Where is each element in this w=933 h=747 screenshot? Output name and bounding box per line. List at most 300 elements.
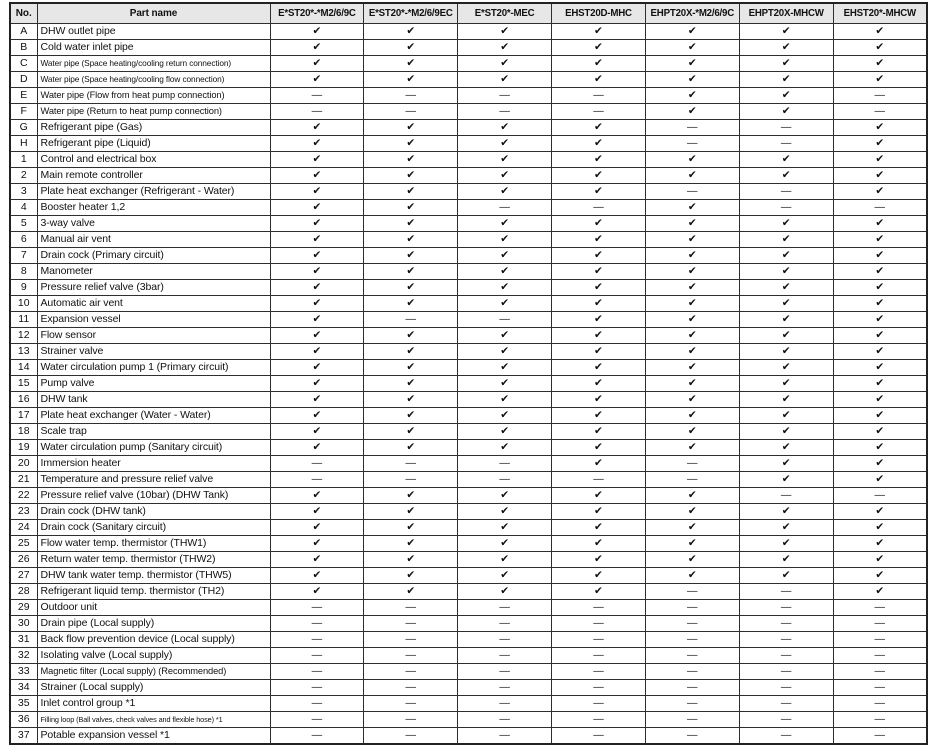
dash-mark: —	[833, 616, 927, 632]
table-row	[10, 568, 927, 584]
col-header-model: E*ST20*-*M2/6/9EC	[364, 3, 458, 24]
row-number: 6	[10, 232, 37, 248]
check-mark: ✔	[645, 520, 739, 536]
check-mark: ✔	[270, 360, 364, 376]
dash-mark: —	[645, 456, 739, 472]
check-mark: ✔	[739, 344, 833, 360]
dash-mark: —	[364, 696, 458, 712]
check-mark: ✔	[552, 152, 646, 168]
check-mark: ✔	[458, 392, 552, 408]
check-mark: ✔	[458, 424, 552, 440]
check-mark: ✔	[552, 328, 646, 344]
check-mark: ✔	[552, 584, 646, 600]
check-mark: ✔	[739, 152, 833, 168]
dash-mark: —	[458, 472, 552, 488]
check-mark: ✔	[645, 440, 739, 456]
check-mark: ✔	[270, 56, 364, 72]
part-name: Water pipe (Space heating/cooling return connection)	[37, 56, 270, 72]
check-mark: ✔	[833, 408, 927, 424]
dash-mark: —	[270, 616, 364, 632]
dash-mark: —	[458, 632, 552, 648]
row-number: 17	[10, 408, 37, 424]
check-mark: ✔	[739, 360, 833, 376]
check-mark: ✔	[364, 72, 458, 88]
dash-mark: —	[552, 728, 646, 745]
check-mark: ✔	[364, 408, 458, 424]
check-mark: ✔	[364, 328, 458, 344]
part-name: Immersion heater	[37, 456, 270, 472]
check-mark: ✔	[270, 168, 364, 184]
check-mark: ✔	[270, 120, 364, 136]
row-number: 18	[10, 424, 37, 440]
dash-mark: —	[552, 648, 646, 664]
check-mark: ✔	[833, 168, 927, 184]
check-mark: ✔	[645, 56, 739, 72]
check-mark: ✔	[645, 280, 739, 296]
row-number: 5	[10, 216, 37, 232]
check-mark: ✔	[833, 440, 927, 456]
dash-mark: —	[739, 632, 833, 648]
table-row	[10, 136, 927, 152]
table-header-row	[10, 3, 927, 24]
check-mark: ✔	[552, 72, 646, 88]
dash-mark: —	[270, 600, 364, 616]
part-name: Booster heater 1,2	[37, 200, 270, 216]
table-row	[10, 536, 927, 552]
dash-mark: —	[552, 712, 646, 728]
check-mark: ✔	[739, 408, 833, 424]
row-number: E	[10, 88, 37, 104]
dash-mark: —	[833, 600, 927, 616]
row-number: 33	[10, 664, 37, 680]
check-mark: ✔	[833, 312, 927, 328]
check-mark: ✔	[364, 520, 458, 536]
dash-mark: —	[458, 104, 552, 120]
check-mark: ✔	[458, 56, 552, 72]
part-name: Flow sensor	[37, 328, 270, 344]
check-mark: ✔	[739, 328, 833, 344]
table-row	[10, 472, 927, 488]
check-mark: ✔	[552, 424, 646, 440]
part-name: Magnetic filter (Local supply) (Recommended)	[37, 664, 270, 680]
dash-mark: —	[645, 616, 739, 632]
component-parts-table	[9, 2, 928, 745]
part-name: Back flow prevention device (Local supply)	[37, 632, 270, 648]
dash-mark: —	[458, 616, 552, 632]
row-number: 19	[10, 440, 37, 456]
dash-mark: —	[739, 664, 833, 680]
check-mark: ✔	[270, 312, 364, 328]
check-mark: ✔	[552, 392, 646, 408]
part-name: Pump valve	[37, 376, 270, 392]
part-name: Scale trap	[37, 424, 270, 440]
check-mark: ✔	[552, 24, 646, 40]
dash-mark: —	[552, 680, 646, 696]
check-mark: ✔	[833, 264, 927, 280]
check-mark: ✔	[364, 24, 458, 40]
table-row	[10, 328, 927, 344]
check-mark: ✔	[833, 40, 927, 56]
check-mark: ✔	[833, 136, 927, 152]
part-name: Strainer valve	[37, 344, 270, 360]
check-mark: ✔	[739, 568, 833, 584]
check-mark: ✔	[364, 136, 458, 152]
check-mark: ✔	[645, 296, 739, 312]
dash-mark: —	[739, 712, 833, 728]
check-mark: ✔	[552, 344, 646, 360]
part-name: Manometer	[37, 264, 270, 280]
check-mark: ✔	[270, 392, 364, 408]
dash-mark: —	[364, 712, 458, 728]
col-header-model: E*ST20*-MEC	[458, 3, 552, 24]
check-mark: ✔	[645, 568, 739, 584]
dash-mark: —	[645, 600, 739, 616]
check-mark: ✔	[458, 152, 552, 168]
row-number: H	[10, 136, 37, 152]
table-row	[10, 728, 927, 745]
table-row	[10, 712, 927, 728]
part-name: Water pipe (Space heating/cooling flow connection)	[37, 72, 270, 88]
row-number: 20	[10, 456, 37, 472]
check-mark: ✔	[645, 216, 739, 232]
table-row	[10, 360, 927, 376]
table-row	[10, 680, 927, 696]
dash-mark: —	[739, 680, 833, 696]
row-number: 30	[10, 616, 37, 632]
dash-mark: —	[739, 600, 833, 616]
check-mark: ✔	[270, 584, 364, 600]
check-mark: ✔	[833, 552, 927, 568]
check-mark: ✔	[739, 552, 833, 568]
col-header-model: EHPT20X-*M2/6/9C	[645, 3, 739, 24]
row-number: 11	[10, 312, 37, 328]
check-mark: ✔	[458, 168, 552, 184]
check-mark: ✔	[270, 152, 364, 168]
row-number: 25	[10, 536, 37, 552]
table-row	[10, 520, 927, 536]
check-mark: ✔	[645, 168, 739, 184]
table-row	[10, 120, 927, 136]
check-mark: ✔	[833, 72, 927, 88]
check-mark: ✔	[552, 248, 646, 264]
part-name: Flow water temp. thermistor (THW1)	[37, 536, 270, 552]
check-mark: ✔	[739, 456, 833, 472]
check-mark: ✔	[458, 72, 552, 88]
check-mark: ✔	[458, 280, 552, 296]
check-mark: ✔	[270, 552, 364, 568]
check-mark: ✔	[552, 184, 646, 200]
check-mark: ✔	[458, 536, 552, 552]
check-mark: ✔	[458, 440, 552, 456]
dash-mark: —	[833, 664, 927, 680]
col-header-no: No.	[10, 3, 37, 24]
check-mark: ✔	[833, 536, 927, 552]
check-mark: ✔	[458, 120, 552, 136]
part-name: Drain pipe (Local supply)	[37, 616, 270, 632]
check-mark: ✔	[364, 168, 458, 184]
part-name: Outdoor unit	[37, 600, 270, 616]
row-number: 8	[10, 264, 37, 280]
check-mark: ✔	[458, 328, 552, 344]
dash-mark: —	[270, 456, 364, 472]
check-mark: ✔	[739, 72, 833, 88]
row-number: 9	[10, 280, 37, 296]
part-name: Control and electrical box	[37, 152, 270, 168]
dash-mark: —	[364, 648, 458, 664]
table-row	[10, 168, 927, 184]
check-mark: ✔	[833, 504, 927, 520]
row-number: 27	[10, 568, 37, 584]
dash-mark: —	[270, 696, 364, 712]
dash-mark: —	[364, 664, 458, 680]
table-row	[10, 104, 927, 120]
check-mark: ✔	[364, 424, 458, 440]
part-name: Filling loop (Ball valves, check valves and flexible hose) *1	[37, 712, 270, 728]
dash-mark: —	[645, 648, 739, 664]
check-mark: ✔	[458, 360, 552, 376]
dash-mark: —	[270, 664, 364, 680]
check-mark: ✔	[645, 504, 739, 520]
check-mark: ✔	[270, 280, 364, 296]
row-number: 28	[10, 584, 37, 600]
part-name: Inlet control group *1	[37, 696, 270, 712]
row-number: 16	[10, 392, 37, 408]
table-body	[10, 24, 927, 745]
part-name: 3-way valve	[37, 216, 270, 232]
check-mark: ✔	[552, 280, 646, 296]
part-name: Potable expansion vessel *1	[37, 728, 270, 745]
check-mark: ✔	[645, 360, 739, 376]
part-name: Water pipe (Flow from heat pump connection)	[37, 88, 270, 104]
row-number: 13	[10, 344, 37, 360]
dash-mark: —	[739, 584, 833, 600]
dash-mark: —	[364, 616, 458, 632]
part-name: Water circulation pump 1 (Primary circuit)	[37, 360, 270, 376]
check-mark: ✔	[270, 232, 364, 248]
check-mark: ✔	[364, 200, 458, 216]
row-number: C	[10, 56, 37, 72]
row-number: 23	[10, 504, 37, 520]
check-mark: ✔	[270, 488, 364, 504]
check-mark: ✔	[458, 40, 552, 56]
row-number: 34	[10, 680, 37, 696]
table-row	[10, 632, 927, 648]
dash-mark: —	[552, 200, 646, 216]
dash-mark: —	[645, 632, 739, 648]
check-mark: ✔	[552, 168, 646, 184]
dash-mark: —	[739, 200, 833, 216]
check-mark: ✔	[364, 504, 458, 520]
part-name: Drain cock (Primary circuit)	[37, 248, 270, 264]
dash-mark: —	[552, 664, 646, 680]
check-mark: ✔	[364, 248, 458, 264]
check-mark: ✔	[458, 520, 552, 536]
dash-mark: —	[645, 472, 739, 488]
part-name: Drain cock (DHW tank)	[37, 504, 270, 520]
check-mark: ✔	[552, 536, 646, 552]
dash-mark: —	[833, 200, 927, 216]
check-mark: ✔	[458, 584, 552, 600]
row-number: 31	[10, 632, 37, 648]
dash-mark: —	[364, 680, 458, 696]
check-mark: ✔	[458, 248, 552, 264]
table-header	[10, 3, 927, 24]
dash-mark: —	[364, 312, 458, 328]
dash-mark: —	[270, 680, 364, 696]
check-mark: ✔	[552, 40, 646, 56]
row-number: 32	[10, 648, 37, 664]
row-number: B	[10, 40, 37, 56]
table-row	[10, 184, 927, 200]
table-row	[10, 152, 927, 168]
row-number: 37	[10, 728, 37, 745]
check-mark: ✔	[645, 264, 739, 280]
part-name: Plate heat exchanger (Refrigerant - Water)	[37, 184, 270, 200]
check-mark: ✔	[458, 344, 552, 360]
check-mark: ✔	[645, 72, 739, 88]
check-mark: ✔	[270, 536, 364, 552]
check-mark: ✔	[364, 280, 458, 296]
table-row	[10, 40, 927, 56]
dash-mark: —	[364, 104, 458, 120]
check-mark: ✔	[833, 24, 927, 40]
check-mark: ✔	[833, 520, 927, 536]
part-name: DHW tank water temp. thermistor (THW5)	[37, 568, 270, 584]
check-mark: ✔	[270, 504, 364, 520]
table-row	[10, 504, 927, 520]
check-mark: ✔	[833, 424, 927, 440]
check-mark: ✔	[270, 520, 364, 536]
check-mark: ✔	[645, 312, 739, 328]
row-number: A	[10, 24, 37, 40]
check-mark: ✔	[833, 152, 927, 168]
check-mark: ✔	[552, 232, 646, 248]
dash-mark: —	[458, 680, 552, 696]
table-row	[10, 440, 927, 456]
row-number: 21	[10, 472, 37, 488]
table-row	[10, 376, 927, 392]
check-mark: ✔	[552, 296, 646, 312]
check-mark: ✔	[270, 216, 364, 232]
part-name: Plate heat exchanger (Water - Water)	[37, 408, 270, 424]
dash-mark: —	[364, 472, 458, 488]
check-mark: ✔	[270, 376, 364, 392]
check-mark: ✔	[739, 520, 833, 536]
check-mark: ✔	[364, 152, 458, 168]
check-mark: ✔	[739, 440, 833, 456]
dash-mark: —	[739, 120, 833, 136]
dash-mark: —	[739, 648, 833, 664]
check-mark: ✔	[739, 264, 833, 280]
check-mark: ✔	[645, 488, 739, 504]
table-row	[10, 648, 927, 664]
check-mark: ✔	[364, 360, 458, 376]
check-mark: ✔	[739, 56, 833, 72]
check-mark: ✔	[458, 264, 552, 280]
dash-mark: —	[645, 664, 739, 680]
table-row	[10, 552, 927, 568]
check-mark: ✔	[364, 376, 458, 392]
dash-mark: —	[645, 584, 739, 600]
table-row	[10, 216, 927, 232]
part-name: Isolating valve (Local supply)	[37, 648, 270, 664]
check-mark: ✔	[458, 232, 552, 248]
check-mark: ✔	[552, 568, 646, 584]
dash-mark: —	[645, 136, 739, 152]
part-name: Automatic air vent	[37, 296, 270, 312]
check-mark: ✔	[270, 72, 364, 88]
table-row	[10, 408, 927, 424]
row-number: 2	[10, 168, 37, 184]
dash-mark: —	[270, 632, 364, 648]
check-mark: ✔	[552, 264, 646, 280]
check-mark: ✔	[833, 216, 927, 232]
check-mark: ✔	[739, 472, 833, 488]
check-mark: ✔	[739, 312, 833, 328]
dash-mark: —	[739, 184, 833, 200]
row-number: 24	[10, 520, 37, 536]
check-mark: ✔	[458, 376, 552, 392]
row-number: 4	[10, 200, 37, 216]
table-row	[10, 296, 927, 312]
part-name: Expansion vessel	[37, 312, 270, 328]
check-mark: ✔	[739, 504, 833, 520]
part-name: Return water temp. thermistor (THW2)	[37, 552, 270, 568]
check-mark: ✔	[645, 88, 739, 104]
part-name: Refrigerant liquid temp. thermistor (TH2)	[37, 584, 270, 600]
dash-mark: —	[458, 200, 552, 216]
row-number: F	[10, 104, 37, 120]
check-mark: ✔	[739, 216, 833, 232]
part-name: DHW tank	[37, 392, 270, 408]
dash-mark: —	[458, 600, 552, 616]
table-row	[10, 456, 927, 472]
dash-mark: —	[552, 600, 646, 616]
dash-mark: —	[364, 600, 458, 616]
dash-mark: —	[833, 88, 927, 104]
check-mark: ✔	[364, 296, 458, 312]
dash-mark: —	[739, 136, 833, 152]
check-mark: ✔	[552, 440, 646, 456]
check-mark: ✔	[270, 40, 364, 56]
table-row	[10, 600, 927, 616]
check-mark: ✔	[645, 424, 739, 440]
check-mark: ✔	[458, 488, 552, 504]
table-row	[10, 56, 927, 72]
dash-mark: —	[364, 632, 458, 648]
check-mark: ✔	[645, 328, 739, 344]
check-mark: ✔	[552, 456, 646, 472]
check-mark: ✔	[364, 552, 458, 568]
check-mark: ✔	[552, 504, 646, 520]
table-row	[10, 72, 927, 88]
dash-mark: —	[458, 312, 552, 328]
check-mark: ✔	[552, 552, 646, 568]
dash-mark: —	[458, 88, 552, 104]
dash-mark: —	[645, 120, 739, 136]
check-mark: ✔	[739, 392, 833, 408]
check-mark: ✔	[833, 344, 927, 360]
check-mark: ✔	[458, 136, 552, 152]
check-mark: ✔	[270, 568, 364, 584]
check-mark: ✔	[833, 184, 927, 200]
check-mark: ✔	[645, 24, 739, 40]
col-header-model: EHST20*-MHCW	[833, 3, 927, 24]
row-number: 7	[10, 248, 37, 264]
row-number: 12	[10, 328, 37, 344]
check-mark: ✔	[833, 120, 927, 136]
check-mark: ✔	[552, 376, 646, 392]
